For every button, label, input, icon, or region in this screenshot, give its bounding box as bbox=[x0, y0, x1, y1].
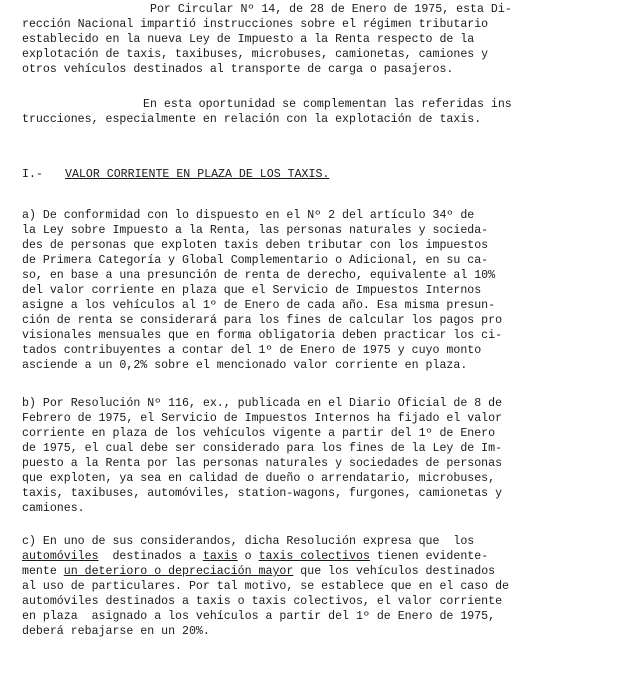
underlined-taxis-colectivos: taxis colectivos bbox=[258, 550, 370, 563]
intro-line-5: otros vehículos destinados al transporte de carga o pasajeros. bbox=[22, 63, 454, 76]
para-a-line-4: de Primera Categoría y Global Complementario o Adicional, en su ca- bbox=[22, 254, 489, 267]
para-c-line-2 bbox=[22, 550, 488, 564]
intro-line-2: rección Nacional impartió instrucciones sobre el régimen tributario bbox=[22, 18, 489, 31]
para-a-line-8: ción de renta se considerará para los fines de calcular los pagos pro bbox=[22, 314, 503, 327]
para-c-line-7: deberá rebajarse en un 20%. bbox=[22, 625, 210, 638]
para-b-line-5: puesto a la Renta por las personas naturales y sociedades de personas bbox=[22, 457, 503, 470]
para-c-line-2-text-a: destinados a bbox=[98, 550, 203, 563]
para-c-line-5: automóviles destinados a taxis o taxis colectivos, el valor corriente bbox=[22, 595, 503, 608]
intro-line-4: explotación de taxis, taxibuses, microbuses, camionetas, camiones y bbox=[22, 48, 489, 61]
para-c-line-2-text-c: tienen evidente- bbox=[369, 550, 489, 563]
intro-line-3: establecido en la nueva Ley de Impuesto a la Renta respecto de la bbox=[22, 33, 475, 46]
para-b-line-2: Febrero de 1975, el Servicio de Impuestos Internos ha fijado el valor bbox=[22, 412, 503, 425]
underlined-taxis: taxis bbox=[202, 550, 238, 563]
para-a-line-9: visionales mensuales que en forma obligatoria deben practicar los ci- bbox=[22, 329, 503, 342]
para-a-line-11: asciende a un 0,2% sobre el mencionado valor corriente en plaza. bbox=[22, 359, 468, 372]
section-number: I.- bbox=[22, 168, 43, 181]
para-b-line-8: camiones. bbox=[22, 502, 85, 515]
underlined-deterioro: un deterioro o depreciación mayor bbox=[63, 565, 294, 578]
para-c-line-1: c) En uno de sus considerandos, dicha Resolución expresa que los bbox=[22, 535, 475, 548]
para-a-line-2: la Ley sobre Impuesto a la Renta, las personas naturales y socieda- bbox=[22, 224, 489, 237]
para-c-line-6: en plaza asignado a los vehículos a partir del 1º de Enero de 1975, bbox=[22, 610, 496, 623]
para-c-line-3-text-b: que los vehículos destinados bbox=[293, 565, 496, 578]
para-c-line-4: al uso de particulares. Por tal motivo, se establece que en el caso de bbox=[22, 580, 510, 593]
para-a-line-1: a) De conformidad con lo dispuesto en el Nº 2 del artículo 34º de bbox=[22, 209, 475, 222]
para-a-line-7: asigne a los vehículos al 1º de Enero de cada año. Esa misma presun- bbox=[22, 299, 496, 312]
para-a-line-3: des de personas que exploten taxis deben tributar con los impuestos bbox=[22, 239, 489, 252]
para-b-line-6: que exploten, ya sea en calidad de dueño o arrendatario, microbuses, bbox=[22, 472, 496, 485]
intro-line-1: Por Circular Nº 14, de 28 de Enero de 1975, esta Di- bbox=[150, 3, 512, 16]
para-b-line-1: b) Por Resolución Nº 116, ex., publicada en el Diario Oficial de 8 de bbox=[22, 397, 503, 410]
para-c-line-2-text-b: o bbox=[237, 550, 259, 563]
section-title: VALOR CORRIENTE EN PLAZA DE LOS TAXIS. bbox=[65, 168, 330, 181]
para-b-line-3: corriente en plaza de los vehículos vigente a partir del 1º de Enero bbox=[22, 427, 496, 440]
underlined-automoviles: automóviles bbox=[22, 550, 99, 563]
complement-line-1: En esta oportunidad se complementan las referidas ins bbox=[143, 98, 512, 111]
para-c-line-3-text-a: mente bbox=[22, 565, 64, 578]
complement-line-2: trucciones, especialmente en relación con la explotación de taxis. bbox=[22, 113, 482, 126]
para-a-line-10: tados contribuyentes a contar del 1º de Enero de 1975 y cuyo monto bbox=[22, 344, 482, 357]
para-a-line-5: so, en base a una presunción de renta de derecho, equivalente al 10% bbox=[22, 269, 496, 282]
para-a-line-6: del valor corriente en plaza que el Servicio de Impuestos Internos bbox=[22, 284, 482, 297]
para-c-line-3 bbox=[22, 565, 495, 579]
para-b-line-4: de 1975, el cual debe ser considerado para los fines de la Ley de Im- bbox=[22, 442, 503, 455]
para-b-line-7: taxis, taxibuses, automóviles, station-wagons, furgones, camionetas y bbox=[22, 487, 503, 500]
